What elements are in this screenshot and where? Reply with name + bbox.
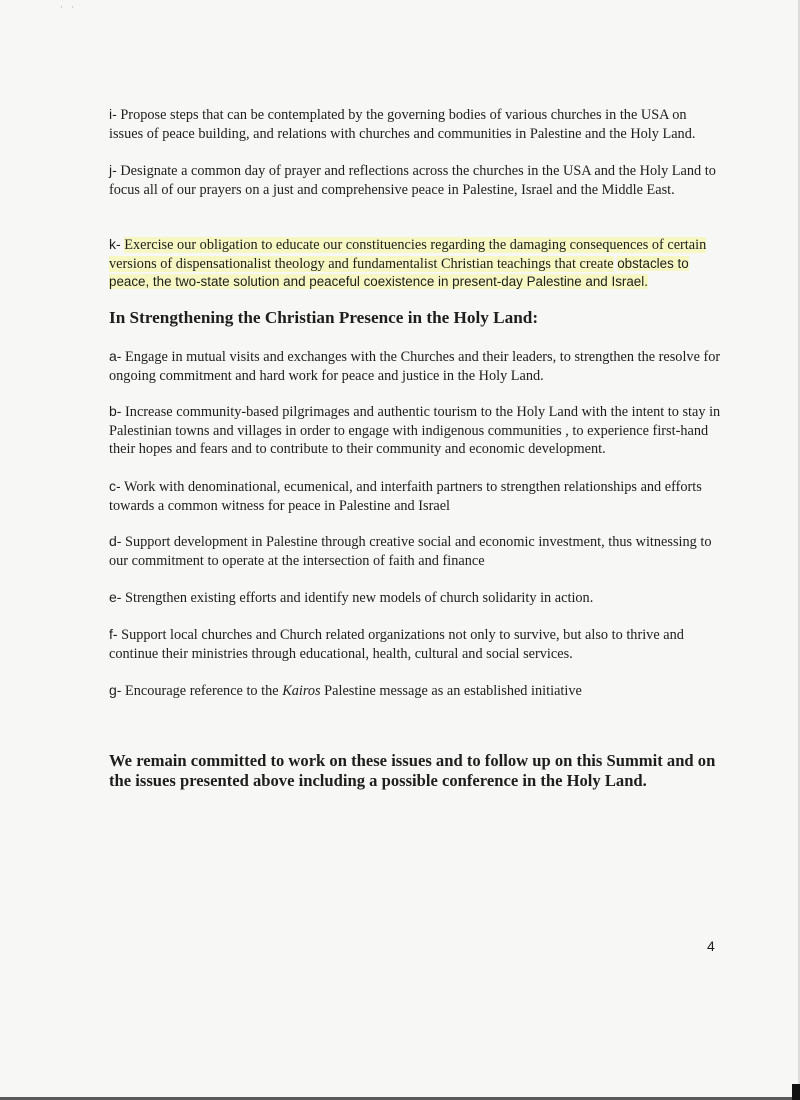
list-item-j (109, 161, 721, 199)
list-item-b (109, 402, 721, 459)
item-label: g- (109, 682, 122, 698)
item-text-end: Palestine message as an established initiative (320, 683, 582, 699)
italic-term: Kairos (282, 683, 321, 699)
list-item-f (109, 625, 721, 663)
item-label: a- (109, 348, 122, 364)
highlighted-text: Exercise our obligation to educate our constituencies regarding the damaging consequences of certain versions of dispensationalist theology and fundamentalist Christian teachings that create (109, 237, 707, 272)
item-label: e- (109, 589, 122, 605)
item-label: j- (109, 162, 117, 178)
item-label: k- (109, 236, 121, 252)
item-text: Increase community-based pilgrimages and authentic tourism to the Holy Land with the intent to stay in Palestinian towns and villages in order to engage with indigenous communities , to experience first-hand their hopes and fears and to contribute to their community and economic development. (109, 404, 721, 458)
item-text: Strengthen existing efforts and identify new models of church solidarity in action. (125, 590, 594, 606)
highlighted-text-continued: obstacles to peace, the two-state solution and peaceful coexistence in present-day Palestine and Israel. (109, 255, 689, 290)
item-label: b- (109, 403, 122, 419)
list-item-g (109, 681, 721, 701)
item-label: i- (109, 106, 117, 122)
list-item-i (109, 105, 721, 143)
item-text: Support development in Palestine through creative social and economic investment, thus witnessing to our commitment to operate at the intersection of faith and finance (109, 534, 712, 569)
item-text: Work with denominational, ecumenical, and interfaith partners to strengthen relationships and efforts towards a common witness for peace in Palestine and Israel (109, 479, 702, 514)
list-item-c (109, 477, 721, 515)
list-item-e (109, 588, 721, 608)
item-text: Engage in mutual visits and exchanges with the Churches and their leaders, to strengthen the resolve for ongoing commitment and hard work for peace and justice in the Holy Land. (109, 349, 721, 384)
scan-artifact: · · (60, 2, 78, 12)
section-heading: In Strengthening the Christian Presence in the Holy Land: (109, 308, 539, 327)
closing-statement: We remain committed to work on these issues and to follow up on this Summit and on the issues presented above including a possible conference in the Holy Land. (109, 751, 716, 790)
item-label: d- (109, 533, 122, 549)
page-number: 4 (707, 938, 715, 954)
page-corner-shadow (792, 1084, 800, 1100)
list-item-k (109, 235, 721, 292)
item-text: Designate a common day of prayer and reflections across the churches in the USA and the Holy Land to focus all of our prayers on a just and comprehensive peace in Palestine, Israel and the Middle East. (109, 163, 716, 198)
item-label: c- (109, 478, 121, 494)
item-text: Propose steps that can be contemplated by the governing bodies of various churches in the USA on issues of peace building, and relations with churches and communities in Palestine and the Holy Land. (109, 107, 696, 142)
list-item-a (109, 347, 721, 385)
item-text: Support local churches and Church related organizations not only to survive, but also to thrive and continue their ministries through educational, health, cultural and social services. (109, 627, 684, 662)
item-text: Encourage reference to the (125, 683, 283, 699)
list-item-d (109, 532, 721, 570)
item-label: f- (109, 626, 118, 642)
